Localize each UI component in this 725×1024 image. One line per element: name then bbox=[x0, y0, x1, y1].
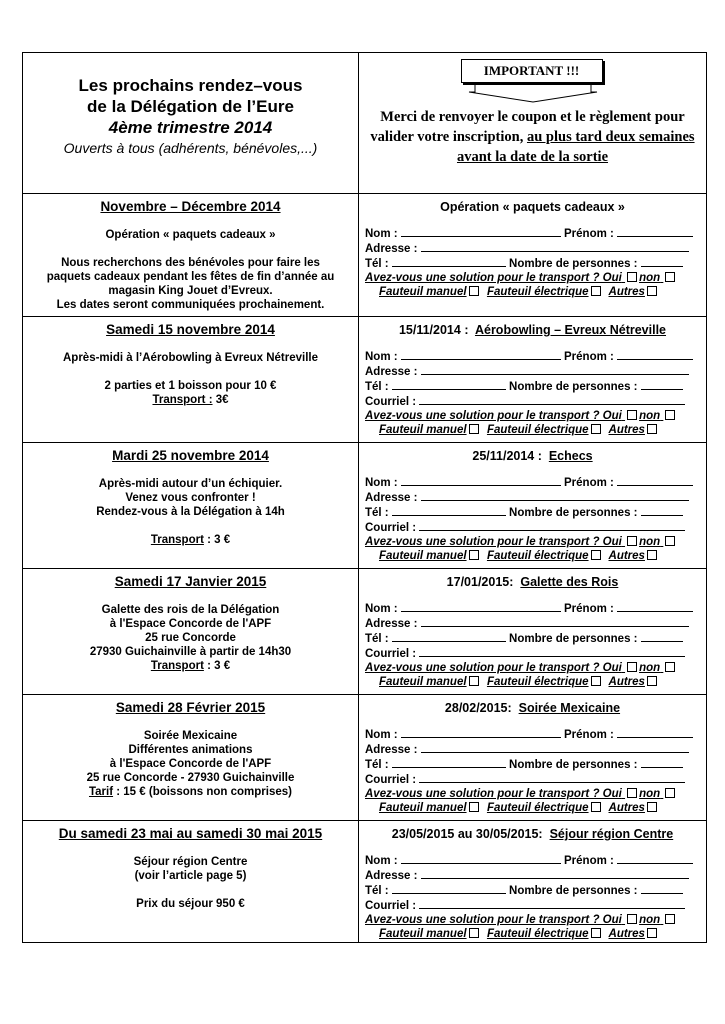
prenom-field[interactable] bbox=[617, 349, 693, 360]
coupon-date: 25/11/2014 : bbox=[472, 449, 542, 463]
coupon-cell bbox=[359, 443, 707, 569]
event-line: Après-midi à l’Aérobowling à Evreux Nétreville bbox=[63, 352, 318, 364]
nom-label: Nom : bbox=[365, 729, 398, 741]
coupon-name: Aérobowling – Evreux Nétreville bbox=[474, 323, 667, 337]
nb-personnes-field[interactable] bbox=[641, 631, 683, 642]
fauteuil-manuel-label: Fauteuil manuel bbox=[379, 550, 467, 562]
oui-checkbox[interactable] bbox=[627, 914, 637, 924]
event-spacer bbox=[23, 242, 358, 256]
fauteuil-manuel-checkbox[interactable] bbox=[469, 802, 479, 812]
autres-label: Autres bbox=[608, 424, 645, 436]
fauteuil-manuel-label: Fauteuil manuel bbox=[379, 286, 467, 298]
event-line: Galette des rois de la Délégation bbox=[101, 604, 280, 616]
courriel-field[interactable] bbox=[419, 520, 685, 531]
prenom-label: Prénom : bbox=[564, 477, 614, 489]
prenom-field[interactable] bbox=[617, 853, 693, 864]
autres-checkbox[interactable] bbox=[647, 286, 657, 296]
adresse-field[interactable] bbox=[421, 742, 689, 753]
nb-personnes-field[interactable] bbox=[641, 757, 683, 768]
event-row bbox=[23, 443, 707, 569]
transport-value: : 3 € bbox=[203, 660, 231, 672]
event-line: 25 rue Concorde bbox=[145, 632, 236, 644]
nom-label: Nom : bbox=[365, 603, 398, 615]
coupon-title bbox=[359, 573, 706, 591]
coupon-cell bbox=[359, 317, 707, 443]
transport-question: Avez-vous une solution pour le transport ? Oui non bbox=[365, 914, 677, 926]
event-title: Novembre – Décembre 2014 bbox=[100, 199, 281, 214]
adresse-field[interactable] bbox=[421, 868, 689, 879]
event-row bbox=[23, 695, 707, 821]
event-description bbox=[23, 855, 358, 911]
prenom-field[interactable] bbox=[617, 727, 693, 738]
fauteuil-manuel-label: Fauteuil manuel bbox=[379, 802, 467, 814]
event-line: 27930 Guichainville à partir de 14h30 bbox=[89, 646, 292, 658]
prenom-label: Prénom : bbox=[564, 603, 614, 615]
event-row bbox=[23, 317, 707, 443]
fauteuil-manuel-checkbox[interactable] bbox=[469, 928, 479, 938]
event-line: Séjour région Centre bbox=[133, 856, 248, 868]
adresse-label: Adresse : bbox=[365, 492, 418, 504]
prenom-label: Prénom : bbox=[564, 729, 614, 741]
transport-question: Avez-vous une solution pour le transport ? Oui non bbox=[365, 662, 677, 674]
event-line: Nous recherchons des bénévoles pour faire les bbox=[61, 257, 320, 269]
prenom-field[interactable] bbox=[617, 601, 693, 612]
nom-label: Nom : bbox=[365, 351, 398, 363]
nb-personnes-label: Nombre de personnes : bbox=[509, 507, 638, 519]
event-row bbox=[23, 569, 707, 695]
nom-label: Nom : bbox=[365, 855, 398, 867]
nb-personnes-label: Nombre de personnes : bbox=[509, 381, 638, 393]
event-spacer bbox=[23, 883, 358, 897]
oui-checkbox[interactable] bbox=[627, 410, 637, 420]
adresse-field[interactable] bbox=[421, 364, 689, 375]
tel-field[interactable] bbox=[392, 757, 506, 768]
transport-question: Avez-vous une solution pour le transport ? Oui non bbox=[365, 272, 677, 284]
event-transport bbox=[23, 659, 358, 673]
coupon-form bbox=[365, 349, 706, 437]
fauteuil-manuel-checkbox[interactable] bbox=[469, 676, 479, 686]
event-spacer bbox=[23, 519, 358, 533]
page-subtitle: Ouverts à tous (adhérents, bénévoles,...) bbox=[63, 140, 318, 156]
fauteuil-electrique-label: Fauteuil électrique bbox=[486, 286, 589, 298]
coupon-form bbox=[365, 475, 706, 563]
coupon-cell bbox=[359, 194, 707, 317]
nb-personnes-field[interactable] bbox=[641, 379, 683, 390]
fauteuil-manuel-checkbox[interactable] bbox=[469, 424, 479, 434]
courriel-label: Courriel : bbox=[365, 396, 417, 408]
courriel-label: Courriel : bbox=[365, 900, 417, 912]
fauteuil-manuel-checkbox[interactable] bbox=[469, 286, 479, 296]
transport-question: Avez-vous une solution pour le transport ? Oui non bbox=[365, 788, 677, 800]
header-row bbox=[23, 53, 707, 194]
event-line: magasin King Jouet d’Evreux. bbox=[108, 285, 273, 297]
event-info-cell bbox=[23, 569, 359, 695]
event-line: paquets cadeaux pendant les fêtes de fin d’année au bbox=[46, 271, 335, 283]
non-checkbox[interactable] bbox=[665, 788, 675, 798]
transport-value: 3€ bbox=[212, 394, 229, 406]
tarif-label: Tarif bbox=[88, 786, 114, 798]
courriel-field[interactable] bbox=[419, 646, 685, 657]
autres-label: Autres bbox=[608, 676, 645, 688]
registration-sheet bbox=[22, 52, 706, 940]
autres-label: Autres bbox=[608, 802, 645, 814]
courriel-label: Courriel : bbox=[365, 522, 417, 534]
coupon-date: 17/01/2015: bbox=[446, 575, 514, 589]
tel-label: Tél : bbox=[365, 507, 389, 519]
prenom-label: Prénom : bbox=[564, 351, 614, 363]
header-notice-cell bbox=[359, 53, 707, 194]
nom-field[interactable] bbox=[401, 727, 561, 738]
coupon-name: Séjour région Centre bbox=[549, 827, 674, 841]
transport-question: Avez-vous une solution pour le transport ? Oui non bbox=[365, 536, 677, 548]
tel-field[interactable] bbox=[392, 256, 506, 267]
coupon-name: Galette des Rois bbox=[520, 575, 619, 589]
fauteuil-electrique-label: Fauteuil électrique bbox=[486, 928, 589, 940]
autres-label: Autres bbox=[608, 286, 645, 298]
coupon-title bbox=[359, 198, 706, 216]
transport-label: Transport bbox=[150, 534, 204, 546]
adresse-field[interactable] bbox=[421, 241, 689, 252]
event-line: Rendez-vous à la Délégation à 14h bbox=[96, 506, 285, 518]
tel-field[interactable] bbox=[392, 883, 506, 894]
fauteuil-electrique-label: Fauteuil électrique bbox=[486, 802, 589, 814]
event-line: 2 parties et 1 boisson pour 10 € bbox=[104, 380, 277, 392]
transport-question: Avez-vous une solution pour le transport ? Oui non bbox=[365, 410, 677, 422]
event-line: (voir l’article page 5) bbox=[134, 870, 247, 882]
event-title: Samedi 28 Février 2015 bbox=[115, 700, 266, 715]
events-table bbox=[22, 52, 707, 943]
event-info-cell bbox=[23, 821, 359, 943]
nb-personnes-field[interactable] bbox=[641, 883, 683, 894]
coupon-name: Opération « paquets cadeaux » bbox=[440, 200, 625, 214]
tel-label: Tél : bbox=[365, 885, 389, 897]
coupon-form bbox=[365, 226, 706, 299]
nb-personnes-field[interactable] bbox=[641, 505, 683, 516]
coupon-date: 23/05/2015 au 30/05/2015: bbox=[391, 827, 543, 841]
nom-field[interactable] bbox=[401, 601, 561, 612]
coupon-date: 28/02/2015: bbox=[444, 701, 512, 715]
adresse-label: Adresse : bbox=[365, 243, 418, 255]
coupon-name: Echecs bbox=[548, 449, 593, 463]
nom-field[interactable] bbox=[401, 226, 561, 237]
courriel-field[interactable] bbox=[419, 394, 685, 405]
event-description bbox=[23, 351, 358, 407]
courriel-label: Courriel : bbox=[365, 774, 417, 786]
tel-label: Tél : bbox=[365, 258, 389, 270]
tel-field[interactable] bbox=[392, 505, 506, 516]
coupon-form bbox=[365, 601, 706, 689]
event-row bbox=[23, 194, 707, 317]
event-line: Opération « paquets cadeaux » bbox=[105, 229, 276, 241]
event-line: Différentes animations bbox=[128, 744, 253, 756]
non-checkbox[interactable] bbox=[665, 662, 675, 672]
autres-checkbox[interactable] bbox=[647, 928, 657, 938]
event-line: Prix du séjour 950 € bbox=[136, 898, 245, 910]
nom-field[interactable] bbox=[401, 853, 561, 864]
page-title-line3: 4ème trimestre 2014 bbox=[108, 118, 273, 137]
coupon-title bbox=[359, 699, 706, 717]
non-checkbox[interactable] bbox=[665, 914, 675, 924]
adresse-label: Adresse : bbox=[365, 870, 418, 882]
fauteuil-electrique-label: Fauteuil électrique bbox=[486, 424, 589, 436]
page-title-line1: Les prochains rendez–vous bbox=[78, 76, 303, 95]
nom-field[interactable] bbox=[401, 475, 561, 486]
event-title: Mardi 25 novembre 2014 bbox=[112, 448, 269, 463]
coupon-date: 15/11/2014 : bbox=[398, 323, 469, 337]
non-checkbox[interactable] bbox=[665, 536, 675, 546]
prenom-label: Prénom : bbox=[564, 855, 614, 867]
fauteuil-manuel-checkbox[interactable] bbox=[469, 550, 479, 560]
adresse-field[interactable] bbox=[421, 490, 689, 501]
fauteuil-electrique-checkbox[interactable] bbox=[591, 928, 601, 938]
event-line: à l'Espace Concorde de l'APF bbox=[109, 758, 272, 770]
coupon-title bbox=[359, 825, 706, 843]
header-title-cell bbox=[23, 53, 359, 194]
courriel-field[interactable] bbox=[419, 772, 685, 783]
event-info-cell bbox=[23, 695, 359, 821]
adresse-label: Adresse : bbox=[365, 744, 418, 756]
fauteuil-manuel-label: Fauteuil manuel bbox=[379, 676, 467, 688]
coupon-form bbox=[365, 853, 706, 941]
fauteuil-electrique-checkbox[interactable] bbox=[591, 550, 601, 560]
prenom-label: Prénom : bbox=[564, 228, 614, 240]
event-line: Les dates seront communiquées prochainement. bbox=[56, 299, 325, 311]
tarif-value: : 15 € (boissons non comprises) bbox=[113, 786, 292, 798]
return-notice bbox=[365, 107, 700, 167]
fauteuil-manuel-label: Fauteuil manuel bbox=[379, 928, 467, 940]
oui-checkbox[interactable] bbox=[627, 272, 637, 282]
adresse-label: Adresse : bbox=[365, 618, 418, 630]
tel-label: Tél : bbox=[365, 759, 389, 771]
important-label: IMPORTANT !!! bbox=[461, 59, 603, 83]
autres-label: Autres bbox=[608, 550, 645, 562]
nom-field[interactable] bbox=[401, 349, 561, 360]
transport-label: Transport bbox=[150, 660, 204, 672]
event-row bbox=[23, 821, 707, 943]
nom-label: Nom : bbox=[365, 228, 398, 240]
coupon-cell bbox=[359, 695, 707, 821]
event-transport bbox=[23, 393, 358, 407]
nb-personnes-label: Nombre de personnes : bbox=[509, 759, 638, 771]
nb-personnes-label: Nombre de personnes : bbox=[509, 885, 638, 897]
tel-label: Tél : bbox=[365, 633, 389, 645]
event-line: à l'Espace Concorde de l'APF bbox=[109, 618, 272, 630]
event-info-cell bbox=[23, 194, 359, 317]
oui-checkbox[interactable] bbox=[627, 662, 637, 672]
transport-value: : 3 € bbox=[203, 534, 231, 546]
oui-checkbox[interactable] bbox=[627, 788, 637, 798]
event-transport bbox=[23, 785, 358, 799]
tel-field[interactable] bbox=[392, 631, 506, 642]
fauteuil-electrique-label: Fauteuil électrique bbox=[486, 676, 589, 688]
autres-checkbox[interactable] bbox=[647, 802, 657, 812]
courriel-label: Courriel : bbox=[365, 648, 417, 660]
fauteuil-electrique-checkbox[interactable] bbox=[591, 676, 601, 686]
fauteuil-electrique-checkbox[interactable] bbox=[591, 286, 601, 296]
autres-label: Autres bbox=[608, 928, 645, 940]
event-description bbox=[23, 477, 358, 547]
courriel-field[interactable] bbox=[419, 898, 685, 909]
fauteuil-manuel-label: Fauteuil manuel bbox=[379, 424, 467, 436]
event-info-cell bbox=[23, 443, 359, 569]
event-line: 25 rue Concorde - 27930 Guichainville bbox=[86, 772, 295, 784]
autres-checkbox[interactable] bbox=[647, 676, 657, 686]
event-info-cell bbox=[23, 317, 359, 443]
prenom-field[interactable] bbox=[617, 226, 693, 237]
event-transport bbox=[23, 533, 358, 547]
coupon-form bbox=[365, 727, 706, 815]
event-title: Samedi 17 Janvier 2015 bbox=[114, 574, 267, 589]
adresse-field[interactable] bbox=[421, 616, 689, 627]
important-banner bbox=[461, 59, 605, 103]
fauteuil-electrique-label: Fauteuil électrique bbox=[486, 550, 589, 562]
adresse-label: Adresse : bbox=[365, 366, 418, 378]
event-description bbox=[23, 228, 358, 312]
oui-checkbox[interactable] bbox=[627, 536, 637, 546]
prenom-field[interactable] bbox=[617, 475, 693, 486]
nom-label: Nom : bbox=[365, 477, 398, 489]
notice-deadline: au plus tard deux semaines avant la date de la sortie bbox=[456, 129, 695, 165]
tel-label: Tél : bbox=[365, 381, 389, 393]
nb-personnes-field[interactable] bbox=[641, 256, 683, 267]
tel-field[interactable] bbox=[392, 379, 506, 390]
coupon-name: Soirée Mexicaine bbox=[518, 701, 621, 715]
fauteuil-electrique-checkbox[interactable] bbox=[591, 802, 601, 812]
event-line: Soirée Mexicaine bbox=[143, 730, 238, 742]
event-description bbox=[23, 603, 358, 673]
non-checkbox[interactable] bbox=[665, 410, 675, 420]
autres-checkbox[interactable] bbox=[647, 550, 657, 560]
notice-text: Merci de renvoyer le coupon et le règlement pour valider votre inscription, bbox=[370, 109, 685, 145]
coupon-cell bbox=[359, 821, 707, 943]
page-title-line2: de la Délégation de l’Eure bbox=[87, 97, 294, 116]
event-description bbox=[23, 729, 358, 799]
event-spacer bbox=[23, 365, 358, 379]
coupon-title bbox=[359, 447, 706, 465]
non-checkbox[interactable] bbox=[665, 272, 675, 282]
nb-personnes-label: Nombre de personnes : bbox=[509, 633, 638, 645]
coupon-title bbox=[359, 321, 706, 339]
nb-personnes-label: Nombre de personnes : bbox=[509, 258, 638, 270]
event-title: Du samedi 23 mai au samedi 30 mai 2015 bbox=[58, 826, 323, 841]
coupon-cell bbox=[359, 569, 707, 695]
autres-checkbox[interactable] bbox=[647, 424, 657, 434]
event-line: Venez vous confronter ! bbox=[125, 492, 256, 504]
transport-label: Transport : bbox=[152, 394, 213, 406]
event-line: Après-midi autour d’un échiquier. bbox=[98, 478, 283, 490]
event-title: Samedi 15 novembre 2014 bbox=[106, 322, 275, 337]
fauteuil-electrique-checkbox[interactable] bbox=[591, 424, 601, 434]
